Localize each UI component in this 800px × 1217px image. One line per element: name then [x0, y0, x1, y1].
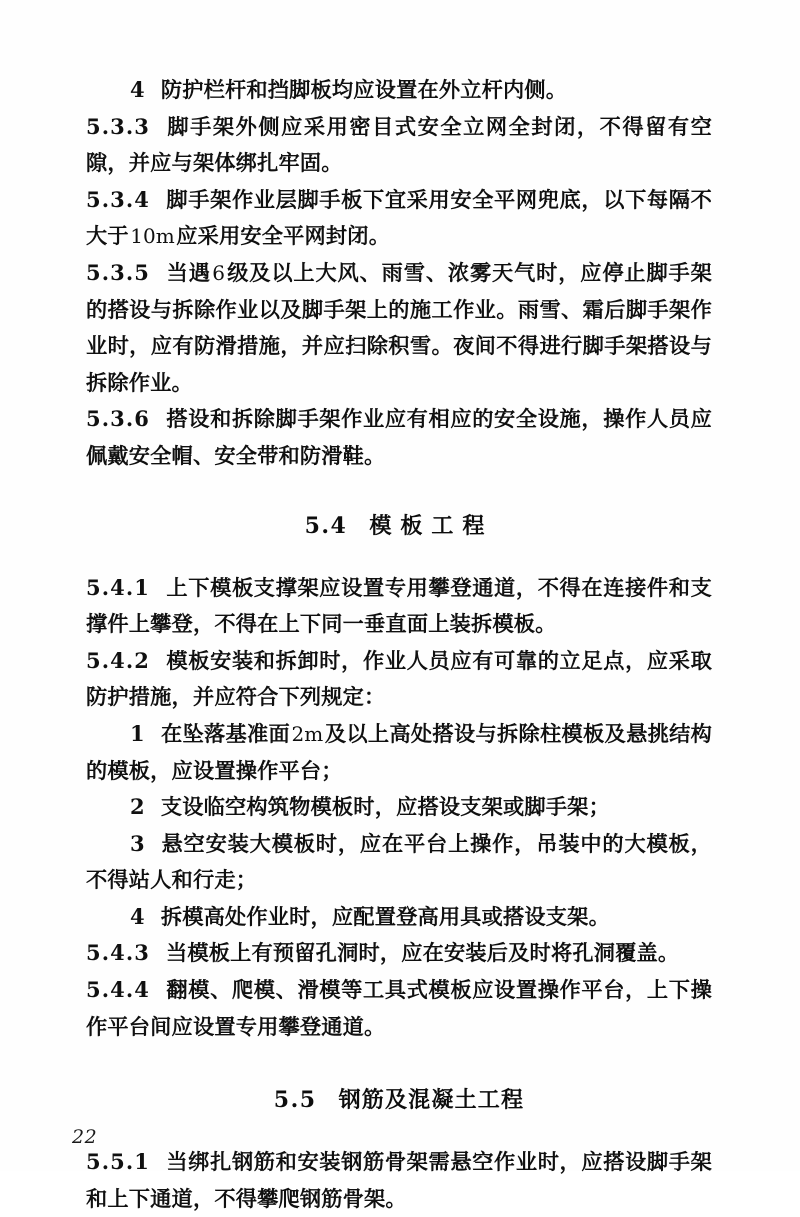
clause-text-part: 级及以上大风、雨雪、浓雾天气时，应停止脚手架的搭设与拆除作业以及脚手架上的施工作业。雨雪、霜后脚手架作业时，应有防滑措施，并应扫除积雪。夜间不得进行脚手架搭设与拆除作业。 [86, 259, 713, 395]
list-item [86, 716, 712, 789]
clause-text-part: 当遇 [165, 259, 211, 285]
clause-number: 5.3.6 [86, 406, 150, 432]
clause-number: 5.5.1 [86, 1149, 150, 1175]
list-item-marker: 3 [130, 830, 145, 856]
list-item-text: 悬空安装大模板时，应在平台上操作，吊装中的大模板，不得站人和行走； [86, 830, 712, 893]
clause-text: 模板安装和拆卸时，作业人员应有可靠的立足点，应采取防护措施，并应符合下列规定： [86, 647, 712, 710]
clause-text: 搭设和拆除脚手架作业应有相应的安全设施，操作人员应佩戴安全帽、安全带和防滑鞋。 [86, 406, 712, 468]
list-item [86, 72, 712, 109]
clause-text: 脚手架外侧应采用密目式安全立网全封闭，不得留有空隙，并应与架体绑扎牢固。 [86, 113, 712, 176]
clause-5-4-2 [86, 643, 712, 716]
section-title: 模板工程 [369, 513, 494, 539]
section-title: 钢筋及混凝土工程 [338, 1088, 525, 1114]
clause-5-4-1 [86, 570, 712, 643]
clause-number: 5.3.4 [86, 186, 150, 212]
list-item-text: 支设临空构筑物模板时，应搭设支架或脚手架； [160, 794, 610, 820]
section-number: 5.5 [273, 1087, 317, 1114]
list-item [86, 899, 712, 936]
spacer [86, 1045, 712, 1083]
clause-text: 上下模板支撑架应设置专用攀登通道，不得在连接件和支撑件上攀登，不得在上下同一垂直面上装拆模板。 [86, 574, 712, 637]
clause-text: 当模板上有预留孔洞时，应在安装后及时将孔洞覆盖。 [165, 940, 680, 966]
clause-5-3-5 [86, 255, 712, 401]
list-item [86, 826, 712, 899]
list-item-text: 防护栏杆和挡脚板均应设置在外立杆内侧。 [160, 77, 568, 102]
clause-text: 当绑扎钢筋和安装钢筋骨架需悬空作业时，应搭设脚手架和上下通道，不得攀爬钢筋骨架。 [86, 1149, 712, 1211]
list-item-text: 拆模高处作业时，应配置登高用具或搭设支架。 [160, 903, 610, 929]
clause-5-5-1 [86, 1144, 712, 1217]
section-heading-5-5 [86, 1083, 712, 1114]
clause-number: 5.3.3 [86, 113, 150, 139]
measurement-value: 2m [291, 721, 324, 746]
spacer [86, 1114, 712, 1144]
clause-number: 5.4.4 [86, 977, 150, 1003]
measurement-value: 6 [212, 260, 226, 285]
measurement-value: 10m [130, 224, 175, 249]
clause-5-3-4 [86, 182, 712, 255]
clause-text-part: 脚手架作业层脚手板下宜采用安全平网兜底，以下每隔不大于 [86, 186, 712, 249]
clause-text-part: 应采用安全平网封闭。 [176, 223, 391, 249]
clause-5-4-4 [86, 972, 712, 1045]
list-item-text-part: 及以上高处搭设与拆除柱模板及悬挑结构的模板，应设置操作平台； [86, 720, 712, 783]
clause-number: 5.3.5 [86, 259, 150, 285]
clause-5-3-6 [86, 401, 712, 474]
list-item-marker: 4 [130, 903, 145, 929]
clause-number: 5.4.2 [86, 647, 150, 673]
clause-number: 5.4.3 [86, 940, 150, 966]
list-item-text-part: 在坠落基准面 [160, 720, 291, 746]
clause-5-4-3 [86, 935, 712, 972]
spacer [86, 475, 712, 509]
page-content [86, 72, 712, 1217]
list-item-marker: 4 [130, 77, 145, 102]
clause-text: 翻模、爬模、滑模等工具式模板应设置操作平台，上下操作平台间应设置专用攀登通道。 [86, 977, 712, 1039]
section-heading-5-4 [86, 509, 712, 540]
section-number: 5.4 [304, 512, 348, 539]
list-item-marker: 2 [130, 794, 145, 820]
page-number: 22 [72, 1126, 98, 1148]
list-item-marker: 1 [130, 720, 145, 746]
clause-number: 5.4.1 [86, 574, 150, 600]
list-item [86, 789, 712, 826]
spacer [86, 540, 712, 570]
clause-5-3-3 [86, 109, 712, 182]
